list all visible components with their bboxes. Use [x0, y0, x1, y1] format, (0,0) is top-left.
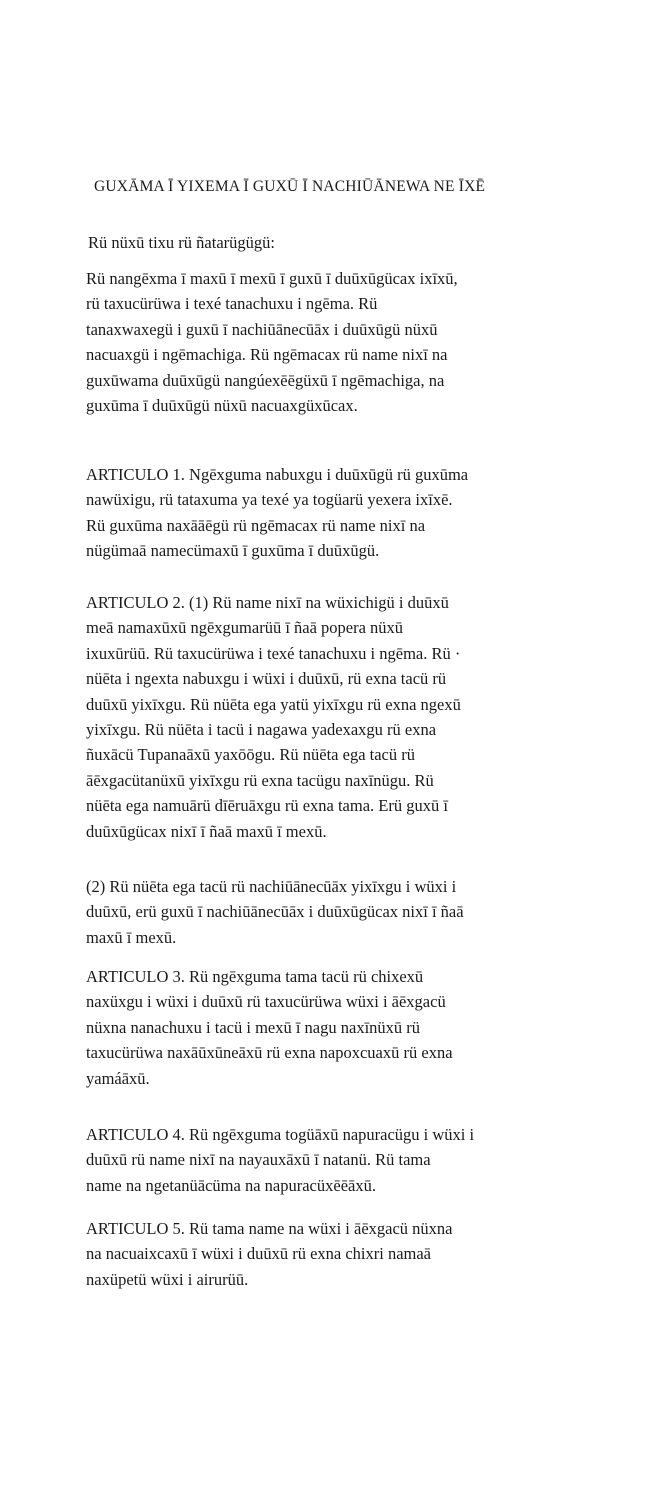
- text-line: nüēta ega namuārü dīēruāxgu rü exna tama. Erü guxū ī: [86, 796, 448, 816]
- article-2: [86, 590, 594, 844]
- article-4: [86, 1122, 594, 1198]
- text-line: yamáāxū.: [86, 1068, 150, 1088]
- text-line: Rü nangēxma ī maxū ī mexū ī guxū ī duūxūgücax ixīxū,: [86, 269, 458, 288]
- text-line: yixīxgu. Rü nüēta i tacü i nagawa yadexaxgu rü exna: [86, 720, 437, 740]
- text-line: ARTICULO 2. (1) Rü name nixī na wüxichigü i duūxū: [86, 593, 449, 612]
- text-line: meā namaxūxū ngēxgumarüū ī ñaā popera nüxū: [86, 618, 404, 638]
- text-line: nacuaxgü i ngēmachiga. Rü ngēmacax rü name nixī na: [86, 345, 448, 365]
- article-3: [86, 964, 594, 1091]
- text-line: nawüxigu, rü tataxuma ya texé ya togüarü yexera ixīxē.: [86, 490, 453, 510]
- article-5: [86, 1216, 594, 1292]
- text-line: āēxgacütanüxū yixīxgu rü exna tacügu naxīnügu. Rü: [86, 770, 434, 790]
- text-line: name na ngetanüācüma na napuracüxēēāxū.: [86, 1175, 376, 1195]
- article-1: [86, 462, 594, 564]
- text-line: naxüxgu i wüxi i duūxū rü taxucürüwa wüxi i āēxgacü: [86, 992, 446, 1012]
- text-line: nüxna nanachuxu i tacü i mexū ī nagu naxīnüxū rü: [86, 1017, 421, 1037]
- article-2-clause-2: [86, 874, 594, 950]
- text-line: naxüpetü wüxi i airurüū.: [86, 1269, 249, 1289]
- intro-line: Rü nüxū tixu rü ñatarügügü:: [88, 233, 275, 252]
- text-line: ARTICULO 3. Rü ngēxguma tama tacü rü chixexū: [86, 967, 424, 986]
- text-line: duūxū yixīxgu. Rü nüēta ega yatü yixīxgu rü exna ngexū: [86, 694, 461, 714]
- text-line: duūxū, erü guxū ī nachiūānecūāx i duūxūgücax nixī ī ñaā: [86, 902, 464, 922]
- text-line: ARTICULO 4. Rü ngēxguma togüāxū napuracügu i wüxi i: [86, 1125, 475, 1144]
- text-line: duūxūgücax nixī ī ñaā maxū ī mexū.: [86, 821, 327, 841]
- preamble-paragraph: [86, 266, 594, 418]
- text-line: ARTICULO 1. Ngēxguma nabuxgu i duūxūgü rü guxūma: [86, 465, 469, 484]
- text-line: guxūma ī duūxūgü nüxū nacuaxgüxūcax.: [86, 396, 358, 416]
- text-line: tanaxwaxegü i guxū ī nachiūānecūāx i duūxūgü nüxū: [86, 319, 438, 339]
- text-line: duūxū rü name nixī na nayauxāxū ī natanü. Rü tama: [86, 1150, 431, 1170]
- text-line: maxū ī mexū.: [86, 927, 177, 947]
- text-line: taxucürüwa naxāūxūneāxū rü exna napoxcuaxū rü exna: [86, 1043, 453, 1063]
- text-line: nügümaā namecümaxū ī guxūma ī duūxūgü.: [86, 541, 380, 561]
- text-line: rü taxucürüwa i texé tanachuxu i ngēma. Rü: [86, 294, 378, 314]
- text-line: Rü guxūma naxāāēgü rü ngēmacax rü name nixī na: [86, 515, 426, 535]
- document-title: GUXĀMA Ī YIXEMA Ī GUXŪ Ī NACHIŪĀNEWA NE ĪXĒ: [94, 178, 486, 195]
- text-line: ixuxūrüū. Rü taxucürüwa i texé tanachuxu i ngēma. Rü ·: [86, 643, 461, 663]
- text-line: nüēta i ngexta nabuxgu i wüxi i duūxū, rü exna tacü rü: [86, 669, 447, 689]
- text-line: ARTICULO 5. Rü tama name na wüxi i āēxgacü nüxna: [86, 1219, 453, 1238]
- text-line: (2) Rü nüēta ega tacü rü nachiūānecūāx yixīxgu i wüxi i: [86, 877, 457, 896]
- text-line: na nacuaixcaxū ī wüxi i duūxū rü exna chixri namaā: [86, 1244, 432, 1264]
- text-line: guxūwama duūxūgü nangúexēēgüxū ī ngēmachiga, na: [86, 370, 445, 390]
- text-line: ñuxācü Tupanaāxū yaxōōgu. Rü nüēta ega tacü rü: [86, 745, 416, 765]
